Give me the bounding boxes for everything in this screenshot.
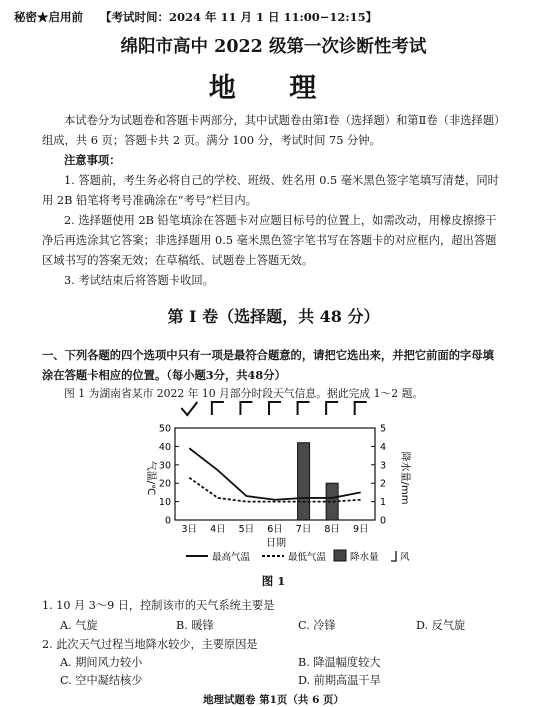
- plot-frame: [175, 428, 375, 520]
- wind-row: [181, 402, 366, 415]
- question-2-stem: 2. 此次天气过程当地降水较少，主要原因是: [42, 638, 258, 651]
- x-tick-label: 8日: [324, 524, 340, 535]
- intro-line-2: 组成，共 6 页；答题卡共 2 页。满分 100 分，考试时间 75 分钟。: [42, 134, 381, 147]
- figure-caption: 图 1: [261, 574, 286, 588]
- exam-time: 【考试时间：2024 年 11 月 1 日 11:00−12:15】: [100, 10, 378, 24]
- wind-check-icon: [181, 402, 197, 415]
- y-tick-label: 50: [158, 423, 171, 435]
- q1-option-b[interactable]: B. 暖锋: [176, 619, 214, 632]
- legend-bar-swatch: [334, 550, 346, 561]
- exam-title: 绵阳市高中 2022 级第一次诊断性考试: [120, 37, 427, 57]
- legend-wind: 风: [400, 552, 410, 563]
- x-tick-label: 6日: [267, 524, 283, 535]
- y-axis-ticks: [159, 424, 179, 527]
- weather-chart: [0, 400, 547, 570]
- legend-precip: 降水量: [350, 552, 379, 563]
- secret-label: 秘密★启用前: [14, 10, 83, 24]
- y2-tick-label: 3: [380, 460, 387, 472]
- x-axis-label: 日期: [266, 538, 286, 549]
- q2-option-a[interactable]: A. 期间风力较小: [60, 656, 143, 669]
- chart-axes: [175, 428, 375, 520]
- wind-flag-icon: [240, 402, 252, 415]
- notice-line-5: 区域书写的答案无效；在草稿纸、试题卷上答题无效。: [42, 254, 314, 267]
- y2-axis-label: 降水量/mm: [399, 451, 410, 505]
- wind-flag-icon: [355, 402, 367, 415]
- q2-option-c[interactable]: C. 空中凝结核少: [60, 674, 143, 687]
- wind-flag-icon: [298, 402, 310, 415]
- page-footer: 地理试题卷 第1页（共 6 页）: [202, 694, 345, 706]
- notice-line-1: 1. 答题前，考生务必将自己的学校、班级、姓名用 0.5 毫米黑色签字笔填写清楚，同时: [64, 174, 499, 187]
- y-tick-label: 40: [158, 441, 171, 453]
- q1-option-d[interactable]: D. 反气旋: [416, 619, 466, 632]
- x-tick-label: 3日: [181, 524, 198, 535]
- wind-flag-icon: [212, 402, 224, 415]
- y-tick-label: 20: [158, 478, 171, 490]
- x-axis-ticks: [182, 524, 369, 535]
- y-tick-label: 0: [164, 515, 171, 527]
- q1-option-c[interactable]: C. 冷锋: [298, 619, 336, 632]
- y2-tick-label: 2: [380, 478, 387, 490]
- y-tick-label: 30: [158, 460, 171, 472]
- precipitation-bars: [298, 443, 339, 520]
- y2-axis-ticks: [371, 424, 386, 527]
- question-1-stem: 1. 10 月 3～9 日，控制该市的天气系统主要是: [42, 599, 275, 612]
- notice-title: 注意事项：: [64, 153, 121, 167]
- part-instruction-1: 一、下列各题的四个选项中只有一项是最符合题意的，请把它选出来，并把它前面的字母填: [42, 348, 494, 362]
- legend-max-temp: 最高气温: [212, 552, 251, 563]
- y2-tick-label: 5: [380, 423, 387, 435]
- q2-option-d[interactable]: D. 前期高温干旱: [298, 674, 381, 687]
- notice-line-4: 净后再选涂其它答案；非选择题用 0.5 毫米黑色签字笔书写在答题卡的对应框内，超出答题: [42, 234, 497, 247]
- intro-line-1: 本试卷分为试题卷和答题卡两部分，其中试题卷由第Ⅰ卷（选择题）和第Ⅱ卷（非选择题）: [64, 114, 506, 127]
- y2-tick-label: 0: [380, 515, 387, 527]
- precip-bar: [298, 443, 310, 520]
- y-axis-label: 气温/℃: [145, 460, 156, 496]
- wind-flag-icon: [269, 402, 281, 415]
- y2-tick-label: 4: [380, 441, 387, 453]
- y-tick-label: 10: [158, 497, 171, 509]
- x-tick-label: 5日: [238, 524, 255, 535]
- subject-title: 地 理: [208, 73, 339, 104]
- q1-option-a[interactable]: A. 气旋: [60, 619, 98, 632]
- q2-option-b[interactable]: B. 降温幅度较大: [298, 656, 381, 669]
- notice-line-6: 3. 考试结束后将答题卡收回。: [64, 274, 214, 287]
- section-title: 第 Ⅰ 卷（选择题，共 48 分）: [167, 307, 380, 326]
- chart-legend: [186, 550, 410, 563]
- y2-tick-label: 1: [380, 497, 387, 509]
- notice-line-3: 2. 选择题使用 2B 铅笔填涂在答题卡对应题目标号的位置上，如需改动，用橡皮擦擦干: [64, 214, 497, 227]
- notice-line-2: 用 2B 铅笔将考号准确涂在“考号”栏目内。: [42, 194, 257, 207]
- wind-flag-icon: [326, 402, 338, 415]
- legend-wind-glyph: [391, 551, 396, 561]
- x-tick-label: 7日: [295, 524, 312, 535]
- legend-min-temp: 最低气温: [288, 552, 327, 563]
- x-tick-label: 4日: [210, 524, 226, 535]
- part-instruction-2: 涂在答题卡相应的位置。（每小题3分，共48分）: [42, 368, 286, 382]
- x-tick-label: 9日: [352, 524, 369, 535]
- figure-intro: 图 1 为湖南省某市 2022 年 10 月部分时段天气信息。据此完成 1～2 题。: [64, 387, 424, 400]
